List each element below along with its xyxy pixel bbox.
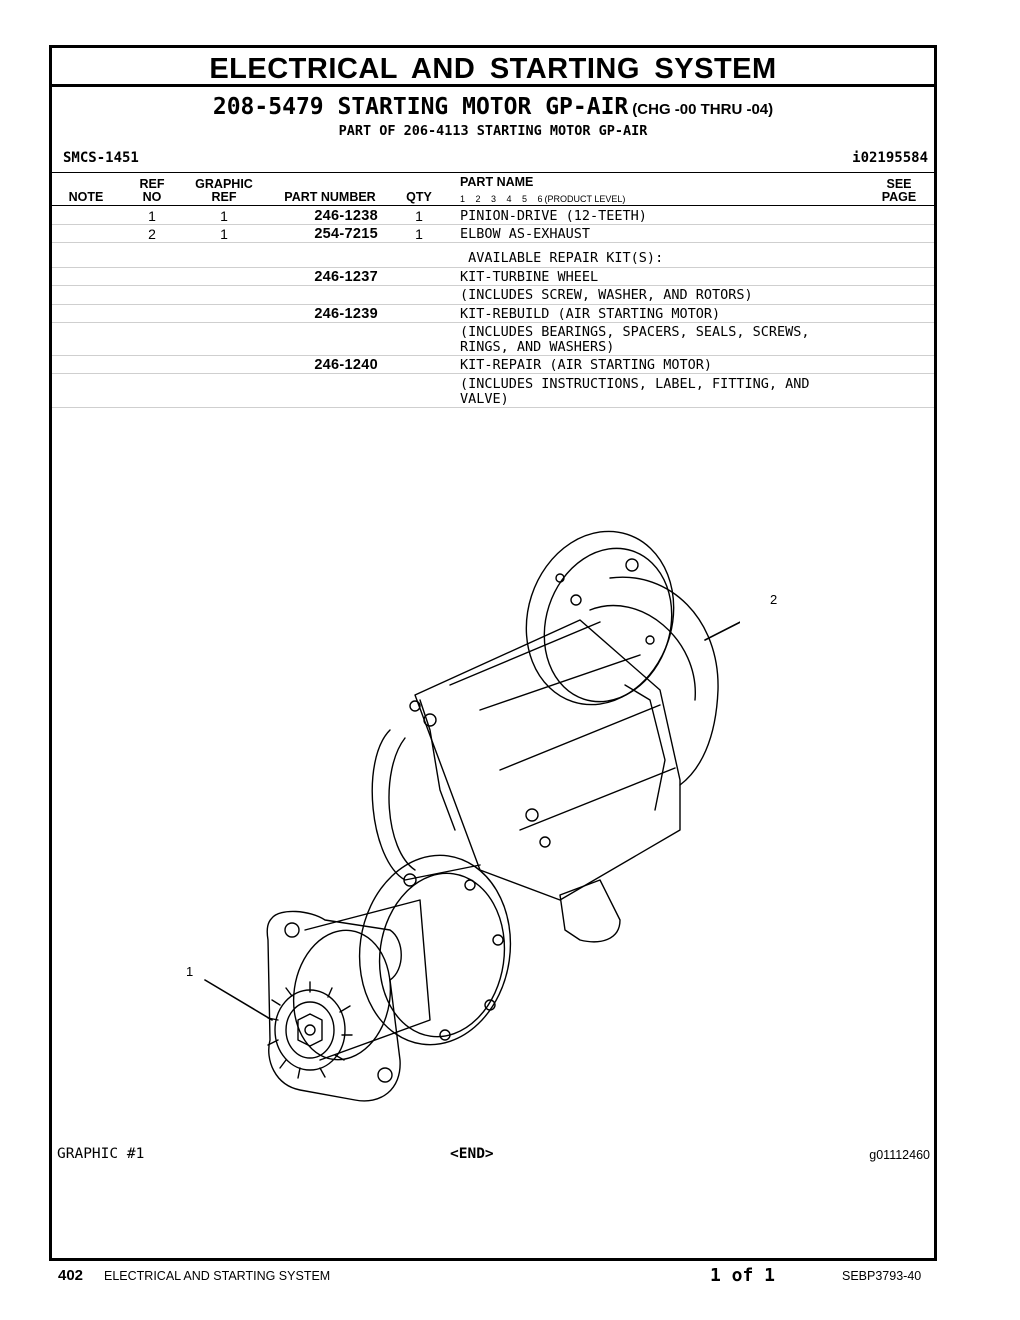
col-ref-bottom: NO [142,190,162,204]
level-numbers: 1 2 3 4 5 6 [460,194,543,204]
drive-housing-flange [348,845,523,1054]
part-name: (INCLUDES SCREW, WASHER, AND ROTORS) [460,287,753,303]
housing-boss [424,714,436,726]
part-number: 254-7215 [314,226,378,242]
part-name: ELBOW AS-EXHAUST [460,226,591,242]
row-divider [52,267,934,268]
part-number: 246-1237 [314,269,378,285]
part-name: (INCLUDES INSTRUCTIONS, LABEL, FITTING, AND VALVE) [460,376,810,407]
col-graphic-bottom: REF [211,190,237,204]
rear-flange-inner [525,532,691,719]
col-part-name: PART NAME [460,175,534,189]
product-level-label: (PRODUCT LEVEL) [544,194,626,204]
page-footer [0,1267,1020,1287]
smcs-code: SMCS-1451 [63,150,139,166]
part-name: KIT-REBUILD (AIR STARTING MOTOR) [460,306,721,322]
housing-rib [480,655,640,710]
ref-no: 1 [148,208,156,224]
part-number: 246-1239 [314,306,378,322]
motor-housing [415,620,680,900]
group-number-name: 208-5479 STARTING MOTOR GP-AIR [212,94,629,120]
col-see-top: SEE [886,177,912,191]
document-ident: i02195584 [852,150,928,166]
housing-boss [526,809,538,821]
end-marker: <END> [450,1146,494,1162]
part-name: AVAILABLE REPAIR KIT(S): [460,250,664,266]
footer-page-number: 402 [58,1267,84,1284]
section-title: ELECTRICAL AND STARTING SYSTEM [52,48,934,87]
housing-rib [450,622,600,685]
inlet-port [560,880,620,942]
part-name: PINION-DRIVE (12-TEETH) [460,208,647,224]
mounting-hole [378,1068,392,1082]
callout-2-leader [705,610,740,640]
col-ref-top: REF [139,177,165,191]
row-divider [52,224,934,225]
flange-bolt-hole [626,559,638,571]
housing-rib [625,685,665,810]
flange-bolt-hole [571,595,581,605]
ref-no: 2 [148,226,156,242]
part-of-line: PART OF 206-4113 STARTING MOTOR GP-AIR [338,123,648,139]
group-title [52,94,934,120]
callout-2: 2 [770,592,778,607]
col-see-bottom: PAGE [881,190,917,204]
graphic-id: g01112460 [869,1148,930,1162]
inlet-body-edge [389,738,415,870]
exhaust-elbow-edge [590,606,695,700]
callout-1-leader [205,980,272,1020]
part-number: 246-1240 [314,357,378,373]
pinion-shaft [305,1025,315,1035]
row-divider [52,304,934,305]
col-note: NOTE [68,190,104,204]
housing-boss [540,837,550,847]
qty: 1 [415,226,423,242]
part-number: 246-1238 [314,208,378,224]
nose-housing [305,900,430,1060]
part-name: KIT-TURBINE WHEEL [460,269,599,285]
header-bottom-rule [52,205,934,206]
row-divider [52,355,934,356]
pinion-gear-inner [286,1002,334,1058]
mounting-hole [285,923,299,937]
housing-rib [500,705,660,770]
row-divider [52,285,934,286]
header-top-rule [52,172,934,173]
graphic-ref: 1 [220,226,228,242]
row-divider [52,322,934,323]
col-part-number: PART NUMBER [284,190,376,204]
pinion-nut [298,1014,322,1046]
col-graphic-top: GRAPHIC [195,177,253,191]
housing-edge [420,700,455,830]
row-divider [52,242,934,243]
callout-1: 1 [186,964,194,979]
footer-section: ELECTRICAL AND STARTING SYSTEM [104,1269,331,1283]
starting-motor-illustration [180,500,740,1110]
footer-publication: SEBP3793-40 [842,1269,922,1283]
col-qty: QTY [406,190,432,204]
row-divider [52,407,934,408]
drive-housing-bolt [493,935,503,945]
graphic-label: GRAPHIC #1 [57,1146,145,1162]
pinion-teeth [268,982,352,1078]
footer-page-of: 1 of 1 [710,1265,776,1286]
part-name: (INCLUDES BEARINGS, SPACERS, SEALS, SCREWS, RINGS, AND WASHERS) [460,324,810,355]
graphic-ref: 1 [220,208,228,224]
change-range: (CHG -00 THRU -04) [632,101,774,118]
row-divider [52,373,934,374]
drive-housing-flange-inner [369,865,515,1045]
drive-housing-bolt [465,880,475,890]
qty: 1 [415,208,423,224]
part-name: KIT-REPAIR (AIR STARTING MOTOR) [460,357,712,373]
flange-bolt-hole [646,636,654,644]
housing-rib [520,768,675,830]
product-levels [460,194,625,204]
